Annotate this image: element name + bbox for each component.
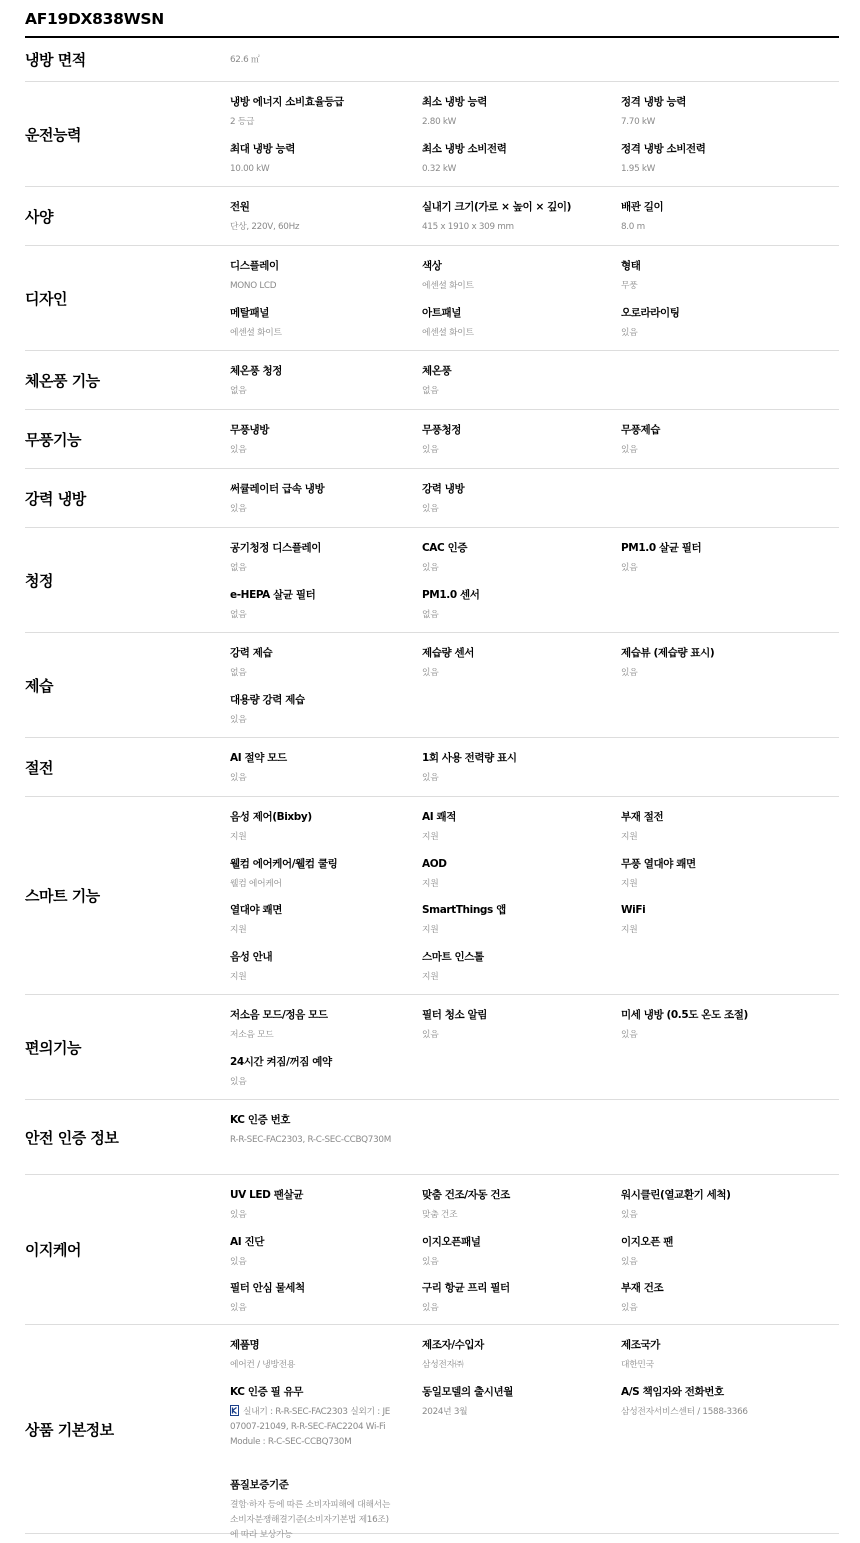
spec-label: AOD	[422, 857, 447, 870]
spec-item	[422, 1008, 607, 1043]
spec-value: 없음	[230, 563, 247, 573]
spec-item	[422, 950, 607, 985]
section-title: 냉방 면적	[25, 51, 86, 69]
spec-value: 맞춤 건조	[422, 1210, 458, 1220]
spec-item	[621, 1235, 806, 1270]
spec-value: 지원	[230, 925, 247, 935]
spec-label: 동일모델의 출시년월	[422, 1385, 513, 1398]
spec-item	[230, 1281, 415, 1316]
spec-value: 415 x 1910 x 309 mm	[422, 222, 514, 232]
spec-value: 있음	[230, 773, 247, 783]
spec-label: UV LED 팬살균	[230, 1189, 303, 1201]
spec-value: 있음	[230, 1303, 247, 1313]
section-title: 편의기능	[25, 1038, 81, 1057]
spec-label: AI 진단	[230, 1235, 264, 1248]
spec-value: 없음	[230, 668, 247, 678]
spec-label: 강력 냉방	[422, 483, 465, 495]
spec-item	[422, 1281, 607, 1316]
spec-item	[621, 200, 806, 235]
spec-item	[422, 1235, 607, 1270]
spec-value: 있음	[230, 1256, 247, 1267]
spec-section	[25, 469, 839, 528]
spec-label: 무풍 열대야 쾌면	[621, 857, 696, 870]
spec-value: 지원	[621, 832, 638, 842]
spec-item	[230, 95, 415, 130]
spec-label: 무풍청정	[422, 424, 461, 436]
spec-label: 메탈패널	[230, 306, 269, 319]
spec-value: 있음	[621, 445, 638, 455]
spec-label: 1회 사용 전력량 표시	[422, 752, 517, 764]
section-title: 청정	[25, 571, 53, 590]
spec-value: 웰컴 에어케어	[230, 878, 282, 889]
spec-label: 품질보증기준	[230, 1478, 289, 1491]
spec-value: 62.6 ㎡	[230, 54, 260, 65]
spec-label: AI 절약 모드	[230, 752, 287, 764]
section-title: 운전능력	[25, 125, 81, 144]
spec-item	[230, 693, 415, 728]
spec-value: 있음	[621, 1256, 638, 1267]
spec-value: 1.95 kW	[621, 163, 656, 174]
spec-label: 최소 냉방 능력	[422, 96, 487, 108]
spec-label: A/S 책임자와 전화번호	[621, 1385, 724, 1398]
spec-label: 체온풍	[422, 365, 452, 377]
spec-section	[25, 528, 839, 633]
spec-value: 있음	[422, 1256, 439, 1267]
spec-label: 워시클린(열교환기 세척)	[621, 1189, 731, 1201]
spec-item	[422, 1385, 607, 1420]
spec-section	[25, 1175, 839, 1325]
spec-section	[25, 187, 839, 246]
spec-label: 최소 냉방 소비전력	[422, 142, 507, 155]
spec-value: 없음	[422, 386, 439, 396]
spec-label: 냉방 에너지 소비효율등급	[230, 96, 344, 108]
spec-item	[230, 1188, 415, 1223]
spec-value: 있음	[621, 1030, 638, 1040]
spec-value: 2024년 3월	[422, 1406, 468, 1417]
spec-label: 웰컴 에어케어/웰컴 쿨링	[230, 857, 338, 870]
spec-value: 2.80 kW	[422, 117, 457, 127]
spec-item	[621, 541, 806, 576]
spec-label: 정격 냉방 능력	[621, 96, 686, 108]
spec-value: 있음	[621, 563, 638, 573]
spec-value: 있음	[230, 445, 247, 455]
spec-label: 부재 절전	[621, 811, 664, 823]
spec-label: 이지오픈패널	[422, 1235, 481, 1248]
spec-item	[422, 1338, 607, 1373]
spec-label: SmartThings 앱	[422, 904, 506, 916]
spec-value: 지원	[621, 925, 638, 935]
spec-value: 있음	[230, 504, 247, 514]
spec-label: 맞춤 건조/자동 건조	[422, 1189, 510, 1201]
spec-item	[230, 588, 415, 623]
spec-value: 삼성전자㈜	[422, 1360, 464, 1370]
spec-label: 제품명	[230, 1339, 260, 1351]
spec-value-text: 실내기 : R-R-SEC-FAC2303 실외기 : JE07007-21049, R-R-SEC-FAC2204 Wi-Fi Module : R-C-SEC-CCBQ730M	[230, 1406, 391, 1447]
spec-section	[25, 351, 839, 410]
spec-item	[422, 364, 607, 399]
spec-value: 7.70 kW	[621, 117, 656, 127]
spec-value: 지원	[230, 832, 247, 842]
spec-label: 정격 냉방 소비전력	[621, 142, 706, 155]
spec-label: 구리 항균 프리 필터	[422, 1282, 510, 1294]
spec-label: 전원	[230, 201, 250, 213]
spec-item	[621, 95, 806, 130]
spec-section	[25, 1100, 839, 1175]
spec-value	[230, 1405, 392, 1450]
spec-item	[230, 1113, 392, 1148]
spec-value: 10.00 kW	[230, 163, 270, 174]
spec-label: 필터 청소 알림	[422, 1009, 487, 1021]
spec-item	[422, 259, 607, 294]
spec-value: 있음	[422, 668, 439, 678]
spec-item	[422, 482, 607, 517]
spec-value: 있음	[422, 563, 439, 573]
section-title: 스마트 기능	[25, 887, 100, 905]
spec-section	[25, 246, 839, 351]
spec-value: 있음	[621, 668, 638, 678]
section-title: 상품 기본정보	[25, 1420, 114, 1439]
spec-label: 무풍냉방	[230, 424, 269, 436]
spec-label: 저소음 모드/정음 모드	[230, 1009, 328, 1021]
spec-label: 제습뷰 (제습량 표시)	[621, 647, 715, 659]
spec-item	[230, 751, 415, 786]
spec-value: 있음	[422, 504, 439, 514]
spec-label: 써큘레이터 급속 냉방	[230, 483, 325, 495]
spec-section	[25, 738, 839, 797]
spec-value: 저소음 모드	[230, 1030, 274, 1040]
section-title: 절전	[25, 758, 53, 777]
spec-item	[230, 1338, 392, 1373]
spec-item	[621, 1338, 806, 1373]
spec-section	[25, 797, 839, 995]
spec-item	[621, 1188, 806, 1223]
spec-value: 있음	[422, 445, 439, 455]
spec-value: 지원	[230, 971, 247, 982]
spec-item	[422, 423, 607, 458]
spec-item	[422, 95, 607, 130]
model-title: AF19DX838WSN	[25, 10, 164, 28]
spec-item	[230, 903, 415, 938]
spec-section	[25, 633, 839, 738]
spec-label: 필터 안심 물세척	[230, 1282, 305, 1294]
spec-item	[621, 1008, 806, 1043]
spec-label: KC 인증 번호	[230, 1114, 291, 1126]
spec-label: 열대야 쾌면	[230, 904, 282, 916]
spec-label: 아트패널	[422, 306, 461, 319]
spec-table	[25, 38, 839, 1540]
spec-value: 단상, 220V, 60Hz	[230, 222, 300, 232]
spec-label: 디스플레이	[230, 260, 279, 272]
spec-label: 무풍제습	[621, 424, 660, 436]
spec-label: 색상	[422, 260, 442, 272]
spec-label: CAC 인증	[422, 542, 468, 554]
section-title: 무풍기능	[25, 430, 81, 449]
spec-label: 체온풍 청정	[230, 365, 282, 377]
spec-label: 오로라라이팅	[621, 306, 680, 319]
spec-item	[621, 903, 806, 938]
spec-item	[621, 810, 806, 845]
spec-label: 음성 안내	[230, 950, 273, 963]
section-title: 강력 냉방	[25, 489, 86, 508]
spec-value: 대한민국	[621, 1360, 654, 1370]
spec-label: e-HEPA 살균 필터	[230, 588, 316, 601]
spec-item	[230, 364, 415, 399]
spec-value: 있음	[230, 1076, 247, 1087]
spec-label: 제조국가	[621, 1339, 660, 1351]
spec-label: 배관 길이	[621, 201, 664, 213]
spec-value: 에센셜 화이트	[422, 327, 474, 338]
spec-item	[621, 306, 806, 341]
spec-value: 없음	[230, 386, 247, 396]
spec-item	[422, 306, 607, 341]
spec-value: 0.32 kW	[422, 163, 457, 174]
spec-item	[621, 857, 806, 892]
spec-item	[230, 1478, 392, 1543]
spec-label: 대용량 강력 제습	[230, 693, 305, 706]
spec-item	[422, 810, 607, 845]
spec-item	[230, 142, 415, 177]
spec-value: 있음	[621, 327, 638, 338]
spec-item	[230, 541, 415, 576]
spec-item	[230, 810, 415, 845]
spec-item	[621, 1281, 806, 1316]
spec-item	[621, 142, 806, 177]
spec-item	[422, 903, 607, 938]
spec-label: 실내기 크기(가로 × 높이 × 깊이)	[422, 201, 572, 213]
spec-label: 스마트 인스톨	[422, 950, 484, 963]
spec-value: 에센셜 화이트	[422, 281, 474, 291]
spec-value: 있음	[621, 1303, 638, 1313]
spec-item	[230, 306, 415, 341]
spec-label: KC 인증 필 유무	[230, 1385, 304, 1398]
spec-value: 지원	[422, 832, 439, 842]
spec-value: 결함·하자 등에 따른 소비자피해에 대해서는 소비자분쟁해결기준(소비자기본법 제16조)에 따라 보상가능	[230, 1499, 391, 1540]
spec-value: 있음	[422, 1030, 439, 1040]
spec-item	[621, 646, 806, 681]
spec-value: 2 등급	[230, 117, 255, 127]
spec-item	[230, 1235, 415, 1270]
spec-value: 있음	[230, 714, 247, 725]
spec-label: 부재 건조	[621, 1282, 664, 1294]
spec-value: 지원	[621, 878, 638, 889]
spec-item	[422, 588, 607, 623]
spec-item	[621, 423, 806, 458]
spec-section	[25, 38, 839, 82]
spec-section	[25, 410, 839, 469]
spec-label: 제조자/수입자	[422, 1339, 484, 1351]
spec-item	[230, 646, 415, 681]
spec-value: 있음	[621, 1210, 638, 1220]
spec-label: 미세 냉방 (0.5도 온도 조절)	[621, 1009, 748, 1021]
spec-label: 24시간 켜짐/꺼짐 예약	[230, 1055, 332, 1068]
spec-item	[230, 259, 415, 294]
spec-value: 있음	[422, 773, 439, 783]
section-title: 디자인	[25, 289, 67, 308]
section-title: 체온풍 기능	[25, 371, 100, 390]
spec-label: 제습량 센서	[422, 647, 474, 659]
spec-value: 없음	[422, 609, 439, 620]
section-title: 사양	[25, 207, 53, 226]
spec-value: 지원	[422, 971, 439, 982]
spec-label: 공기청정 디스플레이	[230, 542, 321, 554]
spec-label: 최대 냉방 능력	[230, 142, 295, 155]
spec-label: WiFi	[621, 904, 646, 916]
section-title: 이지케어	[25, 1241, 81, 1259]
spec-section	[25, 1325, 839, 1540]
spec-item	[230, 482, 415, 517]
spec-value: R-R-SEC-FAC2303, R-C-SEC-CCBQ730M	[230, 1135, 391, 1145]
spec-item	[422, 857, 607, 892]
spec-section	[25, 82, 839, 187]
section-title: 안전 인증 정보	[25, 1128, 119, 1147]
spec-value: 있음	[422, 1303, 439, 1313]
spec-item	[422, 200, 607, 235]
spec-item	[422, 541, 607, 576]
spec-item	[230, 950, 415, 985]
spec-value: 있음	[230, 1210, 247, 1220]
spec-value: 지원	[422, 878, 439, 889]
spec-item	[422, 646, 607, 681]
spec-item	[230, 1055, 415, 1090]
spec-item	[230, 423, 415, 458]
spec-value: MONO LCD	[230, 281, 277, 291]
spec-label: 강력 제습	[230, 647, 273, 659]
spec-value: 없음	[230, 609, 247, 620]
spec-item	[422, 751, 607, 786]
spec-label: PM1.0 센서	[422, 588, 480, 601]
spec-label: 음성 제어(Bixby)	[230, 811, 312, 823]
spec-item	[621, 1385, 806, 1420]
section-title: 제습	[25, 676, 53, 695]
spec-label: 이지오픈 팬	[621, 1235, 673, 1248]
spec-value: 에어컨 / 냉방전용	[230, 1360, 296, 1370]
spec-item	[422, 1188, 607, 1223]
spec-item	[230, 38, 415, 82]
spec-value: 8.0 m	[621, 222, 645, 232]
spec-section	[25, 995, 839, 1100]
spec-label: PM1.0 살균 필터	[621, 542, 702, 554]
spec-value: 지원	[422, 925, 439, 935]
spec-item	[621, 259, 806, 294]
spec-item	[230, 1385, 392, 1450]
spec-value: 에센셜 화이트	[230, 327, 282, 338]
spec-value: 삼성전자서비스센터 / 1588-3366	[621, 1406, 748, 1417]
spec-item	[230, 1008, 415, 1043]
spec-label: AI 쾌적	[422, 811, 456, 823]
spec-item	[230, 200, 415, 235]
spec-item	[422, 142, 607, 177]
kc-mark-icon	[230, 1405, 239, 1416]
spec-value: 무풍	[621, 281, 638, 291]
spec-label: 형태	[621, 260, 641, 272]
spec-item	[230, 857, 415, 892]
